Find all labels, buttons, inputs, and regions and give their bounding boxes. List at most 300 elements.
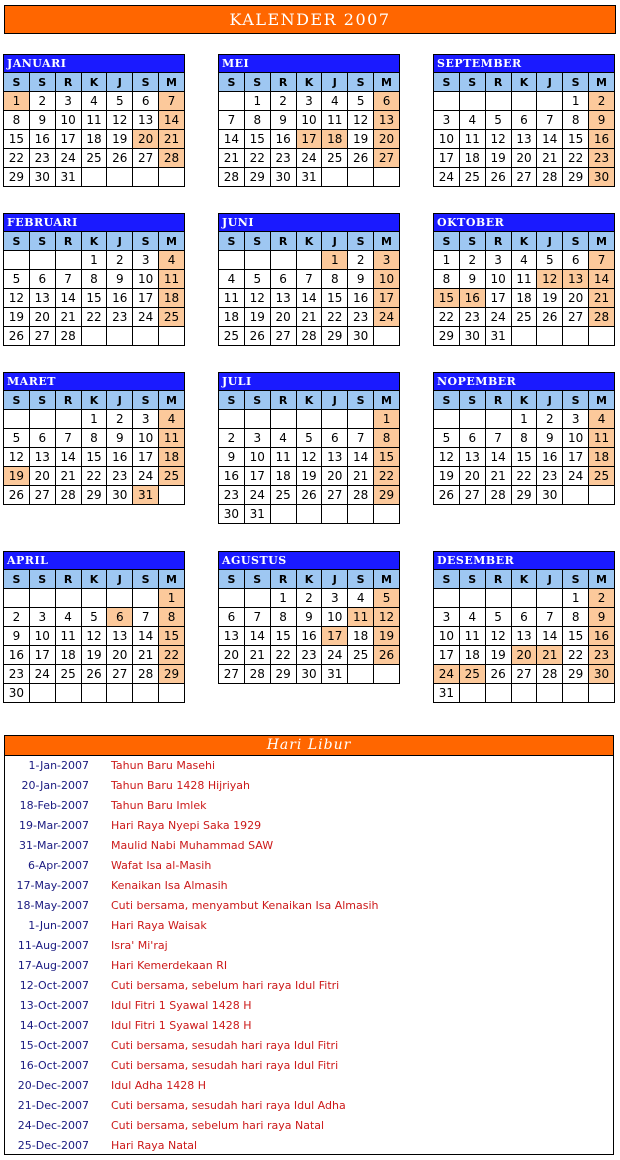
holiday-date: 16-Oct-2007 bbox=[19, 1059, 89, 1072]
weekday-header: J bbox=[537, 232, 563, 251]
day-cell: 4 bbox=[459, 111, 485, 130]
empty-cell bbox=[133, 327, 159, 346]
empty-cell bbox=[29, 589, 55, 608]
empty-cell bbox=[219, 589, 245, 608]
day-cell: 25 bbox=[270, 486, 296, 505]
day-cell: 10 bbox=[29, 627, 55, 646]
day-cell: 12 bbox=[434, 448, 460, 467]
holiday-name: Hari Kemerdekaan RI bbox=[111, 959, 228, 972]
day-cell: 12 bbox=[296, 448, 322, 467]
day-cell: 24 bbox=[244, 486, 270, 505]
weekday-header: M bbox=[374, 73, 400, 92]
day-cell: 28 bbox=[55, 486, 81, 505]
day-cell: 5 bbox=[485, 111, 511, 130]
day-cell: 28 bbox=[296, 327, 322, 346]
day-cell: 26 bbox=[537, 308, 563, 327]
empty-cell bbox=[296, 251, 322, 270]
day-cell: 17 bbox=[29, 646, 55, 665]
holiday-row bbox=[5, 916, 613, 936]
day-cell: 16 bbox=[537, 448, 563, 467]
day-cell: 27 bbox=[563, 308, 589, 327]
weekday-header: S bbox=[29, 570, 55, 589]
day-cell: 29 bbox=[322, 327, 348, 346]
day-cell: 29 bbox=[563, 665, 589, 684]
day-cell: 25 bbox=[511, 308, 537, 327]
day-cell: 18 bbox=[459, 149, 485, 168]
day-cell: 1 bbox=[81, 251, 107, 270]
weekday-header: S bbox=[4, 73, 30, 92]
day-cell: 18 bbox=[81, 130, 107, 149]
weekday-header: S bbox=[4, 570, 30, 589]
day-cell: 30 bbox=[589, 168, 615, 187]
holiday-row bbox=[5, 876, 613, 896]
empty-cell bbox=[322, 505, 348, 524]
day-cell: 16 bbox=[348, 289, 374, 308]
empty-cell bbox=[563, 327, 589, 346]
day-cell: 18 bbox=[459, 646, 485, 665]
day-cell: 13 bbox=[511, 130, 537, 149]
day-cell: 21 bbox=[219, 149, 245, 168]
day-cell: 28 bbox=[537, 665, 563, 684]
day-cell: 13 bbox=[133, 111, 159, 130]
empty-cell bbox=[485, 92, 511, 111]
day-cell: 20 bbox=[374, 130, 400, 149]
day-cell: 3 bbox=[563, 410, 589, 429]
day-cell: 6 bbox=[107, 608, 133, 627]
weekday-header: S bbox=[133, 391, 159, 410]
empty-cell bbox=[133, 684, 159, 703]
day-cell: 21 bbox=[485, 467, 511, 486]
day-cell: 19 bbox=[434, 467, 460, 486]
weekday-header: R bbox=[485, 570, 511, 589]
weekday-header: J bbox=[322, 73, 348, 92]
day-cell: 12 bbox=[81, 627, 107, 646]
empty-cell bbox=[459, 684, 485, 703]
holiday-date: 17-May-2007 bbox=[16, 879, 89, 892]
day-cell: 6 bbox=[133, 92, 159, 111]
empty-cell bbox=[374, 327, 400, 346]
day-cell: 21 bbox=[537, 149, 563, 168]
empty-cell bbox=[348, 505, 374, 524]
day-cell: 21 bbox=[133, 646, 159, 665]
empty-cell bbox=[4, 251, 30, 270]
day-cell: 24 bbox=[485, 308, 511, 327]
empty-cell bbox=[322, 410, 348, 429]
holiday-name: Cuti bersama, sebelum hari raya Natal bbox=[111, 1119, 325, 1132]
day-cell: 13 bbox=[511, 627, 537, 646]
day-cell: 16 bbox=[296, 627, 322, 646]
empty-cell bbox=[374, 665, 400, 684]
empty-cell bbox=[29, 684, 55, 703]
month-juli bbox=[218, 372, 400, 524]
day-cell: 27 bbox=[511, 168, 537, 187]
empty-cell bbox=[81, 589, 107, 608]
day-cell: 10 bbox=[322, 608, 348, 627]
day-cell: 25 bbox=[322, 149, 348, 168]
day-cell: 11 bbox=[270, 448, 296, 467]
day-cell: 15 bbox=[270, 627, 296, 646]
day-cell: 15 bbox=[4, 130, 30, 149]
day-cell: 25 bbox=[219, 327, 245, 346]
day-cell: 3 bbox=[434, 608, 460, 627]
day-cell: 4 bbox=[219, 270, 245, 289]
day-cell: 10 bbox=[244, 448, 270, 467]
empty-cell bbox=[107, 684, 133, 703]
day-cell: 17 bbox=[374, 289, 400, 308]
holiday-name: Tahun Baru 1428 Hijriyah bbox=[111, 779, 251, 792]
day-cell: 12 bbox=[4, 289, 30, 308]
day-cell: 15 bbox=[374, 448, 400, 467]
day-cell: 24 bbox=[374, 308, 400, 327]
empty-cell bbox=[511, 684, 537, 703]
weekday-header: S bbox=[563, 391, 589, 410]
weekday-header: S bbox=[4, 391, 30, 410]
day-cell: 12 bbox=[374, 608, 400, 627]
empty-cell bbox=[270, 410, 296, 429]
weekday-header: M bbox=[589, 73, 615, 92]
day-cell: 19 bbox=[485, 149, 511, 168]
day-cell: 22 bbox=[244, 149, 270, 168]
empty-cell bbox=[133, 589, 159, 608]
day-cell: 9 bbox=[219, 448, 245, 467]
day-cell: 28 bbox=[219, 168, 245, 187]
day-cell: 17 bbox=[322, 627, 348, 646]
day-cell: 16 bbox=[459, 289, 485, 308]
day-cell: 3 bbox=[296, 92, 322, 111]
day-cell: 24 bbox=[322, 646, 348, 665]
day-cell: 7 bbox=[537, 111, 563, 130]
day-cell: 22 bbox=[434, 308, 460, 327]
day-cell: 11 bbox=[511, 270, 537, 289]
day-cell: 27 bbox=[270, 327, 296, 346]
empty-cell bbox=[511, 327, 537, 346]
empty-cell bbox=[459, 92, 485, 111]
empty-cell bbox=[244, 251, 270, 270]
day-cell: 11 bbox=[81, 111, 107, 130]
holiday-date: 12-Oct-2007 bbox=[19, 979, 89, 992]
holiday-name: Isra' Mi'raj bbox=[111, 939, 168, 952]
day-cell: 10 bbox=[434, 130, 460, 149]
day-cell: 1 bbox=[563, 92, 589, 111]
day-cell: 8 bbox=[563, 111, 589, 130]
day-cell: 11 bbox=[219, 289, 245, 308]
day-cell: 14 bbox=[485, 448, 511, 467]
day-cell: 13 bbox=[322, 448, 348, 467]
holiday-name: Wafat Isa al-Masih bbox=[111, 859, 212, 872]
day-cell: 11 bbox=[55, 627, 81, 646]
day-cell: 12 bbox=[348, 111, 374, 130]
day-cell: 5 bbox=[81, 608, 107, 627]
day-cell: 16 bbox=[4, 646, 30, 665]
day-cell: 11 bbox=[589, 429, 615, 448]
day-cell: 13 bbox=[219, 627, 245, 646]
day-cell: 17 bbox=[563, 448, 589, 467]
day-cell: 20 bbox=[563, 289, 589, 308]
month-name: MEI bbox=[219, 55, 400, 73]
day-cell: 28 bbox=[485, 486, 511, 505]
day-cell: 29 bbox=[244, 168, 270, 187]
day-cell: 6 bbox=[29, 270, 55, 289]
weekday-header: S bbox=[29, 73, 55, 92]
day-cell: 1 bbox=[563, 589, 589, 608]
weekday-header: K bbox=[296, 73, 322, 92]
day-cell: 18 bbox=[270, 467, 296, 486]
weekday-header: S bbox=[348, 570, 374, 589]
weekday-header: R bbox=[55, 73, 81, 92]
day-cell: 6 bbox=[219, 608, 245, 627]
day-cell: 11 bbox=[459, 627, 485, 646]
holiday-row bbox=[5, 816, 613, 836]
day-cell: 8 bbox=[511, 429, 537, 448]
day-cell: 18 bbox=[511, 289, 537, 308]
day-cell: 26 bbox=[244, 327, 270, 346]
day-cell: 19 bbox=[4, 308, 30, 327]
day-cell: 5 bbox=[348, 92, 374, 111]
day-cell: 12 bbox=[4, 448, 30, 467]
holiday-date: 14-Oct-2007 bbox=[19, 1019, 89, 1032]
day-cell: 15 bbox=[81, 289, 107, 308]
day-cell: 9 bbox=[29, 111, 55, 130]
holiday-name: Cuti bersama, sebelum hari raya Idul Fitri bbox=[111, 979, 340, 992]
day-cell: 30 bbox=[270, 168, 296, 187]
day-cell: 3 bbox=[133, 251, 159, 270]
day-cell: 14 bbox=[537, 130, 563, 149]
weekday-header: M bbox=[589, 391, 615, 410]
day-cell: 9 bbox=[4, 627, 30, 646]
day-cell: 25 bbox=[459, 168, 485, 187]
month-oktober bbox=[433, 213, 615, 346]
weekday-header: S bbox=[459, 391, 485, 410]
day-cell: 21 bbox=[296, 308, 322, 327]
day-cell: 9 bbox=[107, 270, 133, 289]
day-cell: 11 bbox=[322, 111, 348, 130]
empty-cell bbox=[107, 589, 133, 608]
day-cell: 11 bbox=[459, 130, 485, 149]
day-cell: 29 bbox=[81, 486, 107, 505]
holiday-name: Idul Fitri 1 Syawal 1428 H bbox=[111, 1019, 252, 1032]
holiday-name: Idul Adha 1428 H bbox=[111, 1079, 207, 1092]
day-cell: 23 bbox=[107, 308, 133, 327]
day-cell: 23 bbox=[348, 308, 374, 327]
empty-cell bbox=[589, 327, 615, 346]
day-cell: 13 bbox=[29, 448, 55, 467]
day-cell: 27 bbox=[133, 149, 159, 168]
month-april bbox=[3, 551, 185, 703]
day-cell: 5 bbox=[4, 270, 30, 289]
empty-cell bbox=[563, 486, 589, 505]
day-cell: 21 bbox=[348, 467, 374, 486]
holiday-name: Cuti bersama, sesudah hari raya Idul Adha bbox=[111, 1099, 346, 1112]
page-title: KALENDER 2007 bbox=[4, 5, 616, 34]
holiday-date: 24-Dec-2007 bbox=[17, 1119, 89, 1132]
day-cell: 28 bbox=[159, 149, 185, 168]
day-cell: 23 bbox=[537, 467, 563, 486]
day-cell: 28 bbox=[244, 665, 270, 684]
empty-cell bbox=[219, 92, 245, 111]
day-cell: 4 bbox=[159, 410, 185, 429]
day-cell: 27 bbox=[29, 327, 55, 346]
holiday-name: Hari Raya Nyepi Saka 1929 bbox=[111, 819, 262, 832]
holiday-row bbox=[5, 956, 613, 976]
holiday-row bbox=[5, 776, 613, 796]
holiday-row bbox=[5, 1096, 613, 1116]
day-cell: 5 bbox=[374, 589, 400, 608]
day-cell: 29 bbox=[4, 168, 30, 187]
day-cell: 18 bbox=[219, 308, 245, 327]
day-cell: 1 bbox=[511, 410, 537, 429]
empty-cell bbox=[55, 410, 81, 429]
day-cell: 31 bbox=[244, 505, 270, 524]
day-cell: 7 bbox=[485, 429, 511, 448]
day-cell: 7 bbox=[589, 251, 615, 270]
weekday-header: M bbox=[374, 570, 400, 589]
day-cell: 6 bbox=[29, 429, 55, 448]
holiday-row bbox=[5, 936, 613, 956]
day-cell: 30 bbox=[589, 665, 615, 684]
day-cell: 26 bbox=[374, 646, 400, 665]
weekday-header: R bbox=[485, 73, 511, 92]
day-cell: 15 bbox=[563, 627, 589, 646]
empty-cell bbox=[322, 168, 348, 187]
day-cell: 13 bbox=[29, 289, 55, 308]
weekday-header: K bbox=[81, 570, 107, 589]
month-name: NOPEMBER bbox=[434, 373, 615, 391]
day-cell: 1 bbox=[322, 251, 348, 270]
day-cell: 14 bbox=[133, 627, 159, 646]
holiday-date: 1-Jun-2007 bbox=[28, 919, 89, 932]
day-cell: 26 bbox=[81, 665, 107, 684]
weekday-header: S bbox=[244, 232, 270, 251]
empty-cell bbox=[219, 410, 245, 429]
empty-cell bbox=[29, 251, 55, 270]
day-cell: 22 bbox=[4, 149, 30, 168]
day-cell: 4 bbox=[459, 608, 485, 627]
day-cell: 12 bbox=[537, 270, 563, 289]
day-cell: 22 bbox=[374, 467, 400, 486]
day-cell: 13 bbox=[107, 627, 133, 646]
day-cell: 8 bbox=[4, 111, 30, 130]
day-cell: 14 bbox=[296, 289, 322, 308]
weekday-header: J bbox=[537, 391, 563, 410]
day-cell: 9 bbox=[459, 270, 485, 289]
day-cell: 16 bbox=[589, 130, 615, 149]
day-cell: 31 bbox=[296, 168, 322, 187]
month-name: MARET bbox=[4, 373, 185, 391]
holiday-name: Tahun Baru Imlek bbox=[111, 799, 207, 812]
day-cell: 28 bbox=[589, 308, 615, 327]
holiday-row bbox=[5, 836, 613, 856]
day-cell: 25 bbox=[55, 665, 81, 684]
weekday-header: K bbox=[81, 232, 107, 251]
day-cell: 21 bbox=[55, 467, 81, 486]
empty-cell bbox=[374, 505, 400, 524]
day-cell: 21 bbox=[244, 646, 270, 665]
weekday-header: S bbox=[244, 391, 270, 410]
day-cell: 3 bbox=[374, 251, 400, 270]
weekday-header: M bbox=[159, 391, 185, 410]
day-cell: 16 bbox=[270, 130, 296, 149]
day-cell: 11 bbox=[348, 608, 374, 627]
month-nopember bbox=[433, 372, 615, 505]
day-cell: 2 bbox=[4, 608, 30, 627]
empty-cell bbox=[107, 327, 133, 346]
weekday-header: S bbox=[434, 73, 460, 92]
holiday-name: Idul Fitri 1 Syawal 1428 H bbox=[111, 999, 252, 1012]
day-cell: 15 bbox=[81, 448, 107, 467]
holiday-list-title: Hari Libur bbox=[5, 736, 613, 756]
weekday-header: J bbox=[322, 391, 348, 410]
holiday-row bbox=[5, 1056, 613, 1076]
day-cell: 29 bbox=[374, 486, 400, 505]
day-cell: 6 bbox=[322, 429, 348, 448]
holiday-date: 18-Feb-2007 bbox=[19, 799, 89, 812]
day-cell: 1 bbox=[270, 589, 296, 608]
holiday-name: Hari Raya Waisak bbox=[111, 919, 207, 932]
holiday-name: Tahun Baru Masehi bbox=[111, 759, 216, 772]
day-cell: 4 bbox=[81, 92, 107, 111]
day-cell: 19 bbox=[4, 467, 30, 486]
day-cell: 24 bbox=[55, 149, 81, 168]
day-cell: 18 bbox=[322, 130, 348, 149]
empty-cell bbox=[244, 589, 270, 608]
day-cell: 19 bbox=[107, 130, 133, 149]
day-cell: 31 bbox=[434, 684, 460, 703]
day-cell: 19 bbox=[296, 467, 322, 486]
day-cell: 6 bbox=[459, 429, 485, 448]
day-cell: 5 bbox=[485, 608, 511, 627]
day-cell: 2 bbox=[107, 410, 133, 429]
month-september bbox=[433, 54, 615, 187]
day-cell: 23 bbox=[589, 646, 615, 665]
weekday-header: J bbox=[322, 232, 348, 251]
day-cell: 22 bbox=[322, 308, 348, 327]
empty-cell bbox=[29, 410, 55, 429]
day-cell: 3 bbox=[244, 429, 270, 448]
day-cell: 31 bbox=[55, 168, 81, 187]
empty-cell bbox=[159, 684, 185, 703]
day-cell: 3 bbox=[29, 608, 55, 627]
day-cell: 15 bbox=[511, 448, 537, 467]
empty-cell bbox=[270, 251, 296, 270]
day-cell: 23 bbox=[459, 308, 485, 327]
day-cell: 8 bbox=[81, 429, 107, 448]
day-cell: 25 bbox=[459, 665, 485, 684]
weekday-header: S bbox=[29, 391, 55, 410]
empty-cell bbox=[589, 486, 615, 505]
day-cell: 7 bbox=[348, 429, 374, 448]
day-cell: 16 bbox=[107, 448, 133, 467]
day-cell: 26 bbox=[348, 149, 374, 168]
empty-cell bbox=[537, 684, 563, 703]
weekday-header: S bbox=[244, 73, 270, 92]
day-cell: 24 bbox=[296, 149, 322, 168]
empty-cell bbox=[81, 168, 107, 187]
day-cell: 5 bbox=[296, 429, 322, 448]
empty-cell bbox=[219, 251, 245, 270]
holiday-date: 31-Mar-2007 bbox=[19, 839, 89, 852]
holiday-row bbox=[5, 976, 613, 996]
day-cell: 9 bbox=[296, 608, 322, 627]
weekday-header: J bbox=[322, 570, 348, 589]
day-cell: 3 bbox=[322, 589, 348, 608]
day-cell: 21 bbox=[159, 130, 185, 149]
empty-cell bbox=[81, 684, 107, 703]
day-cell: 30 bbox=[107, 486, 133, 505]
weekday-header: K bbox=[511, 73, 537, 92]
day-cell: 26 bbox=[485, 665, 511, 684]
day-cell: 13 bbox=[563, 270, 589, 289]
day-cell: 17 bbox=[244, 467, 270, 486]
